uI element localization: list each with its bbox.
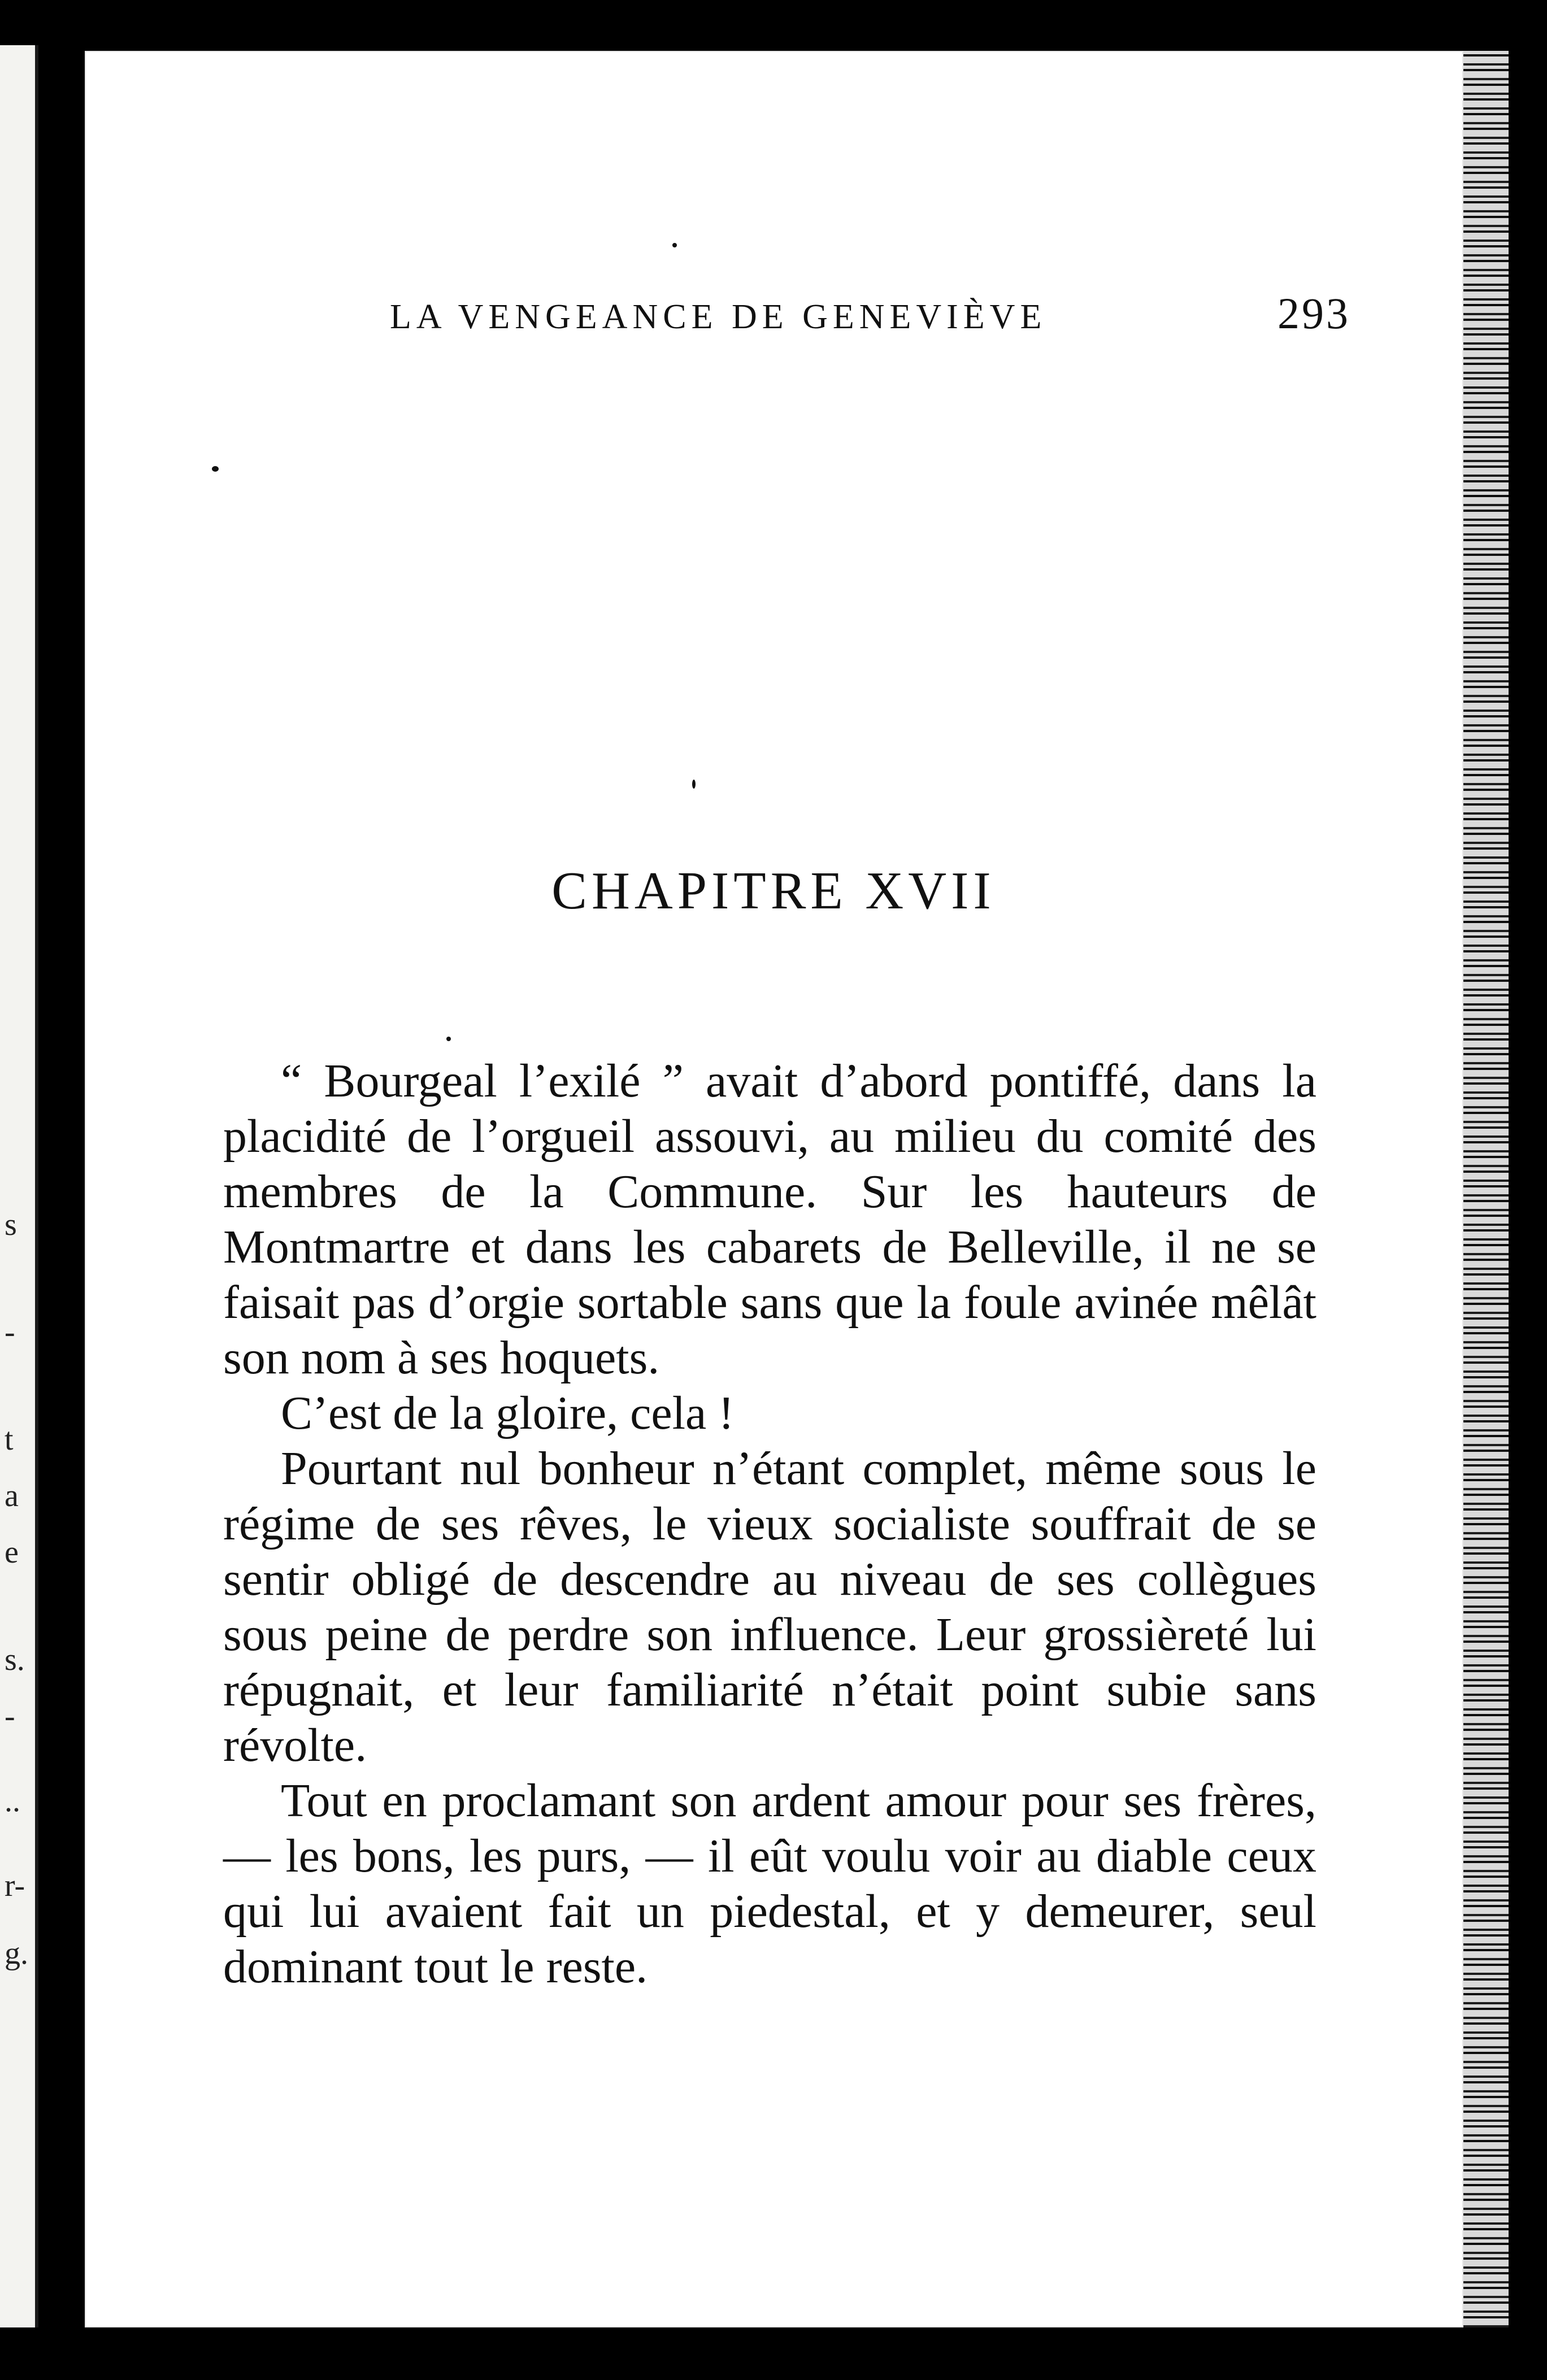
running-header xyxy=(390,288,1350,339)
facing-page-fragment: g. xyxy=(5,1936,28,1971)
facing-page-edge xyxy=(0,45,38,2327)
page-edge-right xyxy=(1463,51,1509,2327)
facing-page-fragment: r- xyxy=(5,1868,25,1903)
facing-page-fragment: t xyxy=(5,1422,14,1457)
ink-speck xyxy=(672,243,677,247)
facing-page-fragment: - xyxy=(5,1699,15,1734)
chapter-body xyxy=(223,1054,1316,1995)
facing-page-fragment: e xyxy=(5,1535,19,1570)
facing-page-fragment: a xyxy=(5,1478,19,1513)
ink-speck xyxy=(446,1037,451,1041)
ink-speck xyxy=(692,780,696,789)
facing-page-fragment: s xyxy=(5,1207,17,1242)
facing-page-fragment: .. xyxy=(5,1783,20,1818)
paragraph: Tout en proclamant son ardent amour pour ses frères, — les bons, les purs, — il eût voulu voir au diable ceux qui lui avaient fait un piedestal, et y demeurer, seul dominant tout le reste. xyxy=(223,1774,1316,1993)
paragraph: C’est de la gloire, cela ! xyxy=(281,1387,735,1439)
chapter-title: CHAPITRE XVII xyxy=(551,861,996,920)
facing-page-fragment: s. xyxy=(5,1642,25,1677)
running-title: LA VENGEANCE DE GENEVIÈVE xyxy=(390,298,1047,336)
paragraph: Pourtant nul bonheur n’étant complet, même sous le régime de ses rêves, le vieux socialiste souffrait de se sentir obligé de descendre au niveau de ses collègues sous peine de perdre son influence. Leur grossièreté lui répugnait, et leur familiarité n’était point subie sans révolte. xyxy=(223,1442,1316,1772)
facing-page-fragment: - xyxy=(5,1315,15,1350)
ink-speck xyxy=(212,466,219,472)
page-number: 293 xyxy=(1277,289,1350,338)
paragraph: “ Bourgeal l’exilé ” avait d’abord pontiffé, dans la placidité de l’orgueil assouvi, au milieu du comité des membres de la Commune. Sur les hauteurs de Montmartre et dans les cabarets de Belleville, il ne se faisait pas d’orgie sortable sans que la foule avinée mêlât son nom à ses hoquets. xyxy=(223,1055,1316,1384)
